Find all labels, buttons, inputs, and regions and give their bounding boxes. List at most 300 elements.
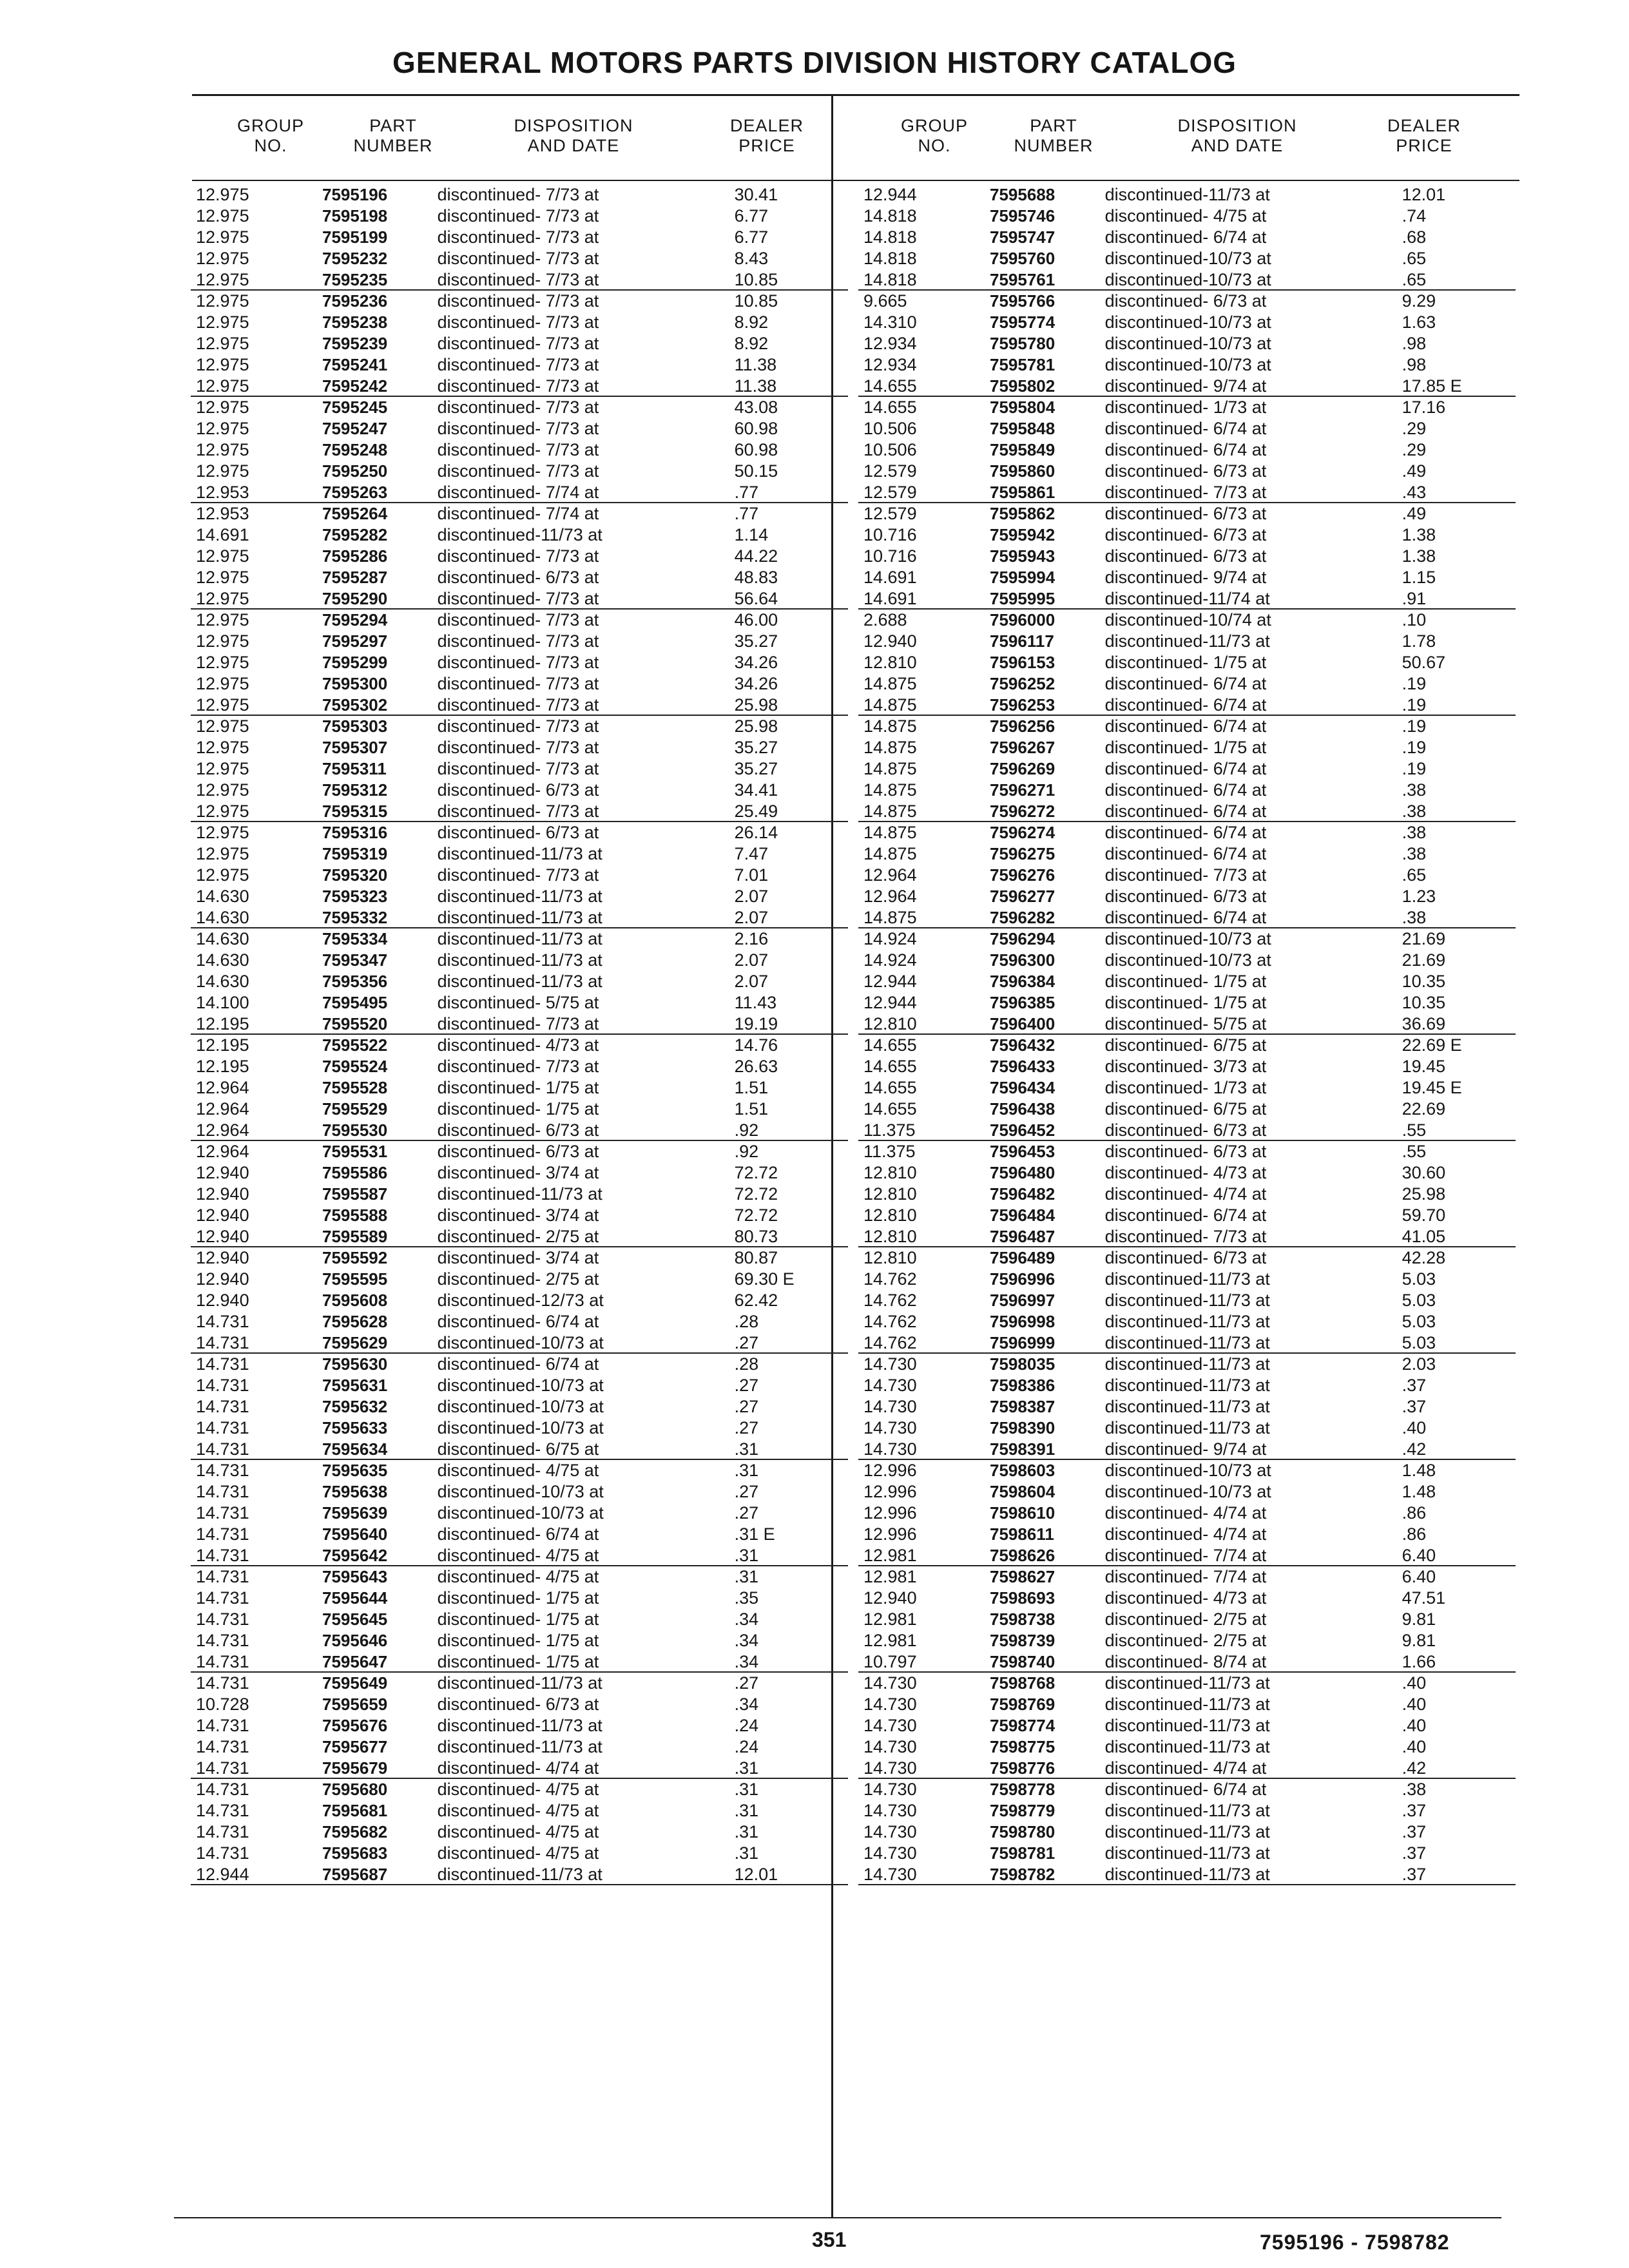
part-number: 7596253	[990, 695, 1055, 715]
dealer-price: 80.87	[734, 1248, 778, 1267]
disposition: discontinued- 6/73 at	[1104, 546, 1267, 566]
dealer-price: .28	[734, 1354, 759, 1374]
disposition: discontinued-10/73 at	[1104, 1482, 1271, 1501]
table-row	[191, 780, 848, 801]
dealer-price: .40	[1402, 1737, 1427, 1756]
part-number: 7595643	[322, 1567, 388, 1586]
part-number: 7595199	[322, 227, 388, 247]
group-no: 12.996	[863, 1524, 917, 1544]
group-no: 14.731	[196, 1461, 249, 1480]
disposition: discontinued- 6/74 at	[1104, 844, 1267, 863]
disposition: discontinued- 7/74 at	[1104, 1567, 1267, 1586]
dealer-price: .19	[1402, 695, 1427, 715]
disposition: discontinued- 1/75 at	[437, 1099, 599, 1119]
group-no: 12.940	[196, 1291, 249, 1310]
dealer-price: 41.05	[1402, 1227, 1446, 1246]
group-no: 12.940	[196, 1184, 249, 1204]
part-number: 7598780	[990, 1822, 1055, 1841]
dealer-price: .27	[734, 1397, 759, 1416]
group-no: 14.875	[863, 780, 917, 800]
part-number: 7598774	[990, 1716, 1055, 1735]
part-number: 7595631	[322, 1376, 388, 1395]
table-row	[858, 1673, 1516, 1694]
header-group-right-line1: GROUP	[900, 116, 968, 135]
disposition: discontinued-10/74 at	[1104, 610, 1271, 629]
group-no: 12.975	[196, 461, 249, 481]
dealer-price: 80.73	[734, 1227, 778, 1246]
part-number: 7595680	[322, 1780, 388, 1799]
row-group	[858, 184, 1516, 291]
group-no: 12.975	[196, 780, 249, 800]
dealer-price: 1.38	[1402, 546, 1436, 566]
dealer-price: 35.27	[734, 631, 778, 651]
group-no: 14.691	[196, 525, 249, 544]
table-row	[858, 376, 1516, 397]
table-row	[858, 1226, 1516, 1247]
dealer-price: .31	[734, 1843, 759, 1863]
part-number: 7595282	[322, 525, 388, 544]
disposition: discontinued- 6/74 at	[437, 1524, 599, 1544]
disposition: discontinued-11/73 at	[437, 950, 602, 970]
dealer-price: .74	[1402, 206, 1427, 226]
disposition: discontinued- 6/74 at	[1104, 908, 1267, 927]
table-row	[858, 1332, 1516, 1354]
group-no: 12.953	[196, 504, 249, 523]
row-group	[191, 184, 848, 291]
group-no: 12.975	[196, 610, 249, 629]
disposition: discontinued- 8/74 at	[1104, 1652, 1267, 1671]
part-number: 7595589	[322, 1227, 388, 1246]
disposition: discontinued- 4/74 at	[1104, 1503, 1267, 1523]
row-group	[858, 716, 1516, 822]
group-no: 12.810	[863, 1184, 917, 1204]
dealer-price: .49	[1402, 504, 1427, 523]
dealer-price: 47.51	[1402, 1588, 1446, 1608]
dealer-price: .19	[1402, 716, 1427, 736]
page-part-range: 7595196 - 7598782	[1260, 2231, 1450, 2254]
table-row	[191, 1609, 848, 1630]
group-no: 12.579	[863, 483, 917, 502]
table-row	[191, 354, 848, 376]
group-no: 11.375	[863, 1142, 916, 1161]
group-no: 12.975	[196, 759, 249, 778]
group-no: 14.924	[863, 950, 917, 970]
dealer-price: 48.83	[734, 568, 778, 587]
dealer-price: 2.03	[1402, 1354, 1436, 1374]
part-number: 7598386	[990, 1376, 1055, 1395]
disposition: discontinued- 6/73 at	[1104, 887, 1267, 906]
part-number: 7595530	[322, 1120, 388, 1140]
disposition: discontinued- 6/73 at	[1104, 1142, 1267, 1161]
group-no: 14.875	[863, 759, 917, 778]
part-number: 7595683	[322, 1843, 388, 1863]
disposition: discontinued-11/73 at	[1104, 1801, 1270, 1820]
group-no: 12.975	[196, 227, 249, 247]
dealer-price: 12.01	[734, 1865, 778, 1884]
part-number: 7598782	[990, 1865, 1055, 1884]
group-no: 12.975	[196, 185, 249, 204]
disposition: discontinued- 3/73 at	[1104, 1057, 1267, 1076]
table-row	[858, 1311, 1516, 1332]
table-row	[858, 354, 1516, 376]
disposition: discontinued-11/73 at	[1104, 1269, 1270, 1289]
group-no: 14.762	[863, 1312, 917, 1331]
disposition: discontinued-10/73 at	[1104, 929, 1271, 948]
disposition: discontinued- 2/75 at	[437, 1227, 599, 1246]
disposition: discontinued-10/73 at	[1104, 334, 1271, 353]
table-row	[191, 1566, 848, 1588]
dealer-price: .65	[1402, 270, 1427, 289]
disposition: discontinued-11/73 at	[1104, 1843, 1270, 1863]
group-no: 14.731	[196, 1780, 249, 1799]
group-no: 14.655	[863, 1057, 917, 1076]
disposition: discontinued- 7/73 at	[437, 674, 599, 693]
disposition: discontinued- 6/73 at	[1104, 525, 1267, 544]
disposition: discontinued- 9/74 at	[1104, 376, 1267, 396]
table-row	[858, 1035, 1516, 1056]
dealer-price: 19.45	[1402, 1057, 1446, 1076]
part-number: 7595804	[990, 398, 1055, 417]
part-number: 7595633	[322, 1418, 388, 1437]
group-no: 12.975	[196, 589, 249, 608]
disposition: discontinued- 6/74 at	[1104, 759, 1267, 778]
row-group	[858, 1141, 1516, 1247]
dealer-price: 30.41	[734, 185, 778, 204]
row-group	[191, 928, 848, 1035]
group-no: 14.731	[196, 1652, 249, 1671]
dealer-price: .35	[734, 1588, 759, 1608]
part-number: 7595196	[322, 185, 388, 204]
dealer-price: 34.26	[734, 653, 778, 672]
header-part	[335, 116, 451, 156]
dealer-price: .77	[734, 483, 759, 502]
part-number: 7595245	[322, 398, 388, 417]
row-group	[858, 610, 1516, 716]
dealer-price: 10.35	[1402, 993, 1446, 1012]
group-no: 14.731	[196, 1673, 249, 1693]
dealer-price: 12.01	[1402, 185, 1446, 204]
dealer-price: 1.14	[734, 525, 769, 544]
row-group	[191, 291, 848, 397]
dealer-price: 69.30 E	[734, 1269, 795, 1289]
dealer-price: .31	[734, 1567, 759, 1586]
table-row	[858, 737, 1516, 758]
disposition: discontinued- 7/73 at	[437, 631, 599, 651]
part-number: 7598776	[990, 1758, 1055, 1778]
part-number: 7595608	[322, 1291, 388, 1310]
group-no: 12.975	[196, 738, 249, 757]
table-row	[858, 1864, 1516, 1885]
disposition: discontinued- 6/73 at	[1104, 1120, 1267, 1140]
row-group	[191, 1566, 848, 1673]
group-no: 14.731	[196, 1546, 249, 1565]
dealer-price: 9.81	[1402, 1610, 1436, 1629]
group-no: 11.375	[863, 1120, 916, 1140]
part-number: 7598603	[990, 1461, 1055, 1480]
part-number: 7598781	[990, 1843, 1055, 1863]
group-no: 12.195	[196, 1035, 249, 1055]
disposition: discontinued- 7/73 at	[437, 716, 599, 736]
dealer-price: 2.07	[734, 972, 769, 991]
group-no: 12.964	[863, 865, 917, 885]
table-row	[858, 1396, 1516, 1418]
disposition: discontinued- 6/73 at	[1104, 504, 1267, 523]
disposition: discontinued- 7/73 at	[437, 291, 599, 311]
dealer-price: .92	[734, 1142, 759, 1161]
table-row	[191, 376, 848, 397]
part-number: 7596484	[990, 1206, 1055, 1225]
table-row	[191, 822, 848, 843]
part-number: 7595802	[990, 376, 1055, 396]
dealer-price: .31	[734, 1801, 759, 1820]
dealer-price: .37	[1402, 1801, 1427, 1820]
table-row	[191, 1481, 848, 1503]
group-no: 12.975	[196, 206, 249, 226]
group-no: 14.731	[196, 1312, 249, 1331]
disposition: discontinued-11/73 at	[437, 887, 602, 906]
row-group	[191, 397, 848, 503]
disposition: discontinued- 6/75 at	[437, 1439, 599, 1459]
part-number: 7596452	[990, 1120, 1055, 1140]
dealer-price: 35.27	[734, 738, 778, 757]
dealer-price: .98	[1402, 355, 1427, 374]
dealer-price: .19	[1402, 674, 1427, 693]
table-row	[191, 716, 848, 737]
group-no: 12.975	[196, 376, 249, 396]
dealer-price: 72.72	[734, 1163, 778, 1182]
dealer-price: .49	[1402, 461, 1427, 481]
disposition: discontinued- 3/74 at	[437, 1248, 599, 1267]
dealer-price: .38	[1402, 780, 1427, 800]
part-number: 7596282	[990, 908, 1055, 927]
part-number: 7595630	[322, 1354, 388, 1374]
dealer-price: .98	[1402, 334, 1427, 353]
table-row	[858, 843, 1516, 865]
dealer-price: 6.40	[1402, 1546, 1436, 1565]
group-no: 12.940	[196, 1269, 249, 1289]
disposition: discontinued- 7/74 at	[437, 504, 599, 523]
dealer-price: .31	[734, 1758, 759, 1778]
dealer-price: 1.23	[1402, 887, 1436, 906]
row-group	[191, 1779, 848, 1885]
group-no: 14.818	[863, 227, 917, 247]
disposition: discontinued- 9/74 at	[1104, 1439, 1267, 1459]
table-row	[191, 1503, 848, 1524]
disposition: discontinued-11/73 at	[1104, 1354, 1270, 1374]
part-number: 7595303	[322, 716, 388, 736]
group-no: 12.975	[196, 249, 249, 268]
disposition: discontinued-11/73 at	[1104, 1695, 1270, 1714]
part-number: 7595642	[322, 1546, 388, 1565]
table-row	[858, 206, 1516, 227]
header-disposition-right-line2: AND DATE	[1191, 136, 1284, 155]
dealer-price: 25.98	[734, 695, 778, 715]
disposition: discontinued-11/73 at	[437, 844, 602, 863]
dealer-price: 11.38	[734, 376, 777, 396]
group-no: 12.975	[196, 568, 249, 587]
row-group	[858, 1779, 1516, 1885]
disposition: discontinued- 1/75 at	[1104, 972, 1267, 991]
part-number: 7595316	[322, 823, 388, 842]
disposition: discontinued- 6/74 at	[1104, 440, 1267, 459]
part-number: 7595688	[990, 185, 1055, 204]
part-number: 7596480	[990, 1163, 1055, 1182]
group-no: 14.730	[863, 1758, 917, 1778]
table-row	[191, 269, 848, 291]
dealer-price: .29	[1402, 440, 1427, 459]
row-group	[191, 503, 848, 610]
part-number: 7595862	[990, 504, 1055, 523]
group-no: 12.975	[196, 546, 249, 566]
disposition: discontinued-12/73 at	[437, 1291, 604, 1310]
dealer-price: .34	[734, 1631, 759, 1650]
header-top-rule	[192, 94, 1519, 96]
part-number: 7598739	[990, 1631, 1055, 1650]
disposition: discontinued- 1/73 at	[1104, 1078, 1267, 1097]
header-price-right-line2: PRICE	[1396, 136, 1452, 155]
dealer-price: 6.40	[1402, 1567, 1436, 1586]
table-row	[191, 1821, 848, 1843]
part-number: 7595248	[322, 440, 388, 459]
header-group-right	[883, 116, 986, 156]
dealer-price: 43.08	[734, 398, 778, 417]
disposition: discontinued-10/73 at	[437, 1418, 604, 1437]
part-number: 7595242	[322, 376, 388, 396]
disposition: discontinued-11/74 at	[1104, 589, 1270, 608]
dealer-price: 1.48	[1402, 1461, 1436, 1480]
table-row	[191, 546, 848, 567]
disposition: discontinued- 7/73 at	[437, 802, 599, 821]
row-group	[191, 610, 848, 716]
group-no: 10.506	[863, 440, 917, 459]
dealer-price: 1.51	[734, 1078, 769, 1097]
part-number: 7595848	[990, 419, 1055, 438]
dealer-price: 2.07	[734, 887, 769, 906]
group-no: 10.797	[863, 1652, 917, 1671]
table-row	[858, 1354, 1516, 1375]
disposition: discontinued- 7/73 at	[437, 695, 599, 715]
group-no: 14.818	[863, 206, 917, 226]
part-number: 7598775	[990, 1737, 1055, 1756]
disposition: discontinued- 7/73 at	[437, 334, 599, 353]
dealer-price: .31	[734, 1546, 759, 1565]
disposition: discontinued- 4/75 at	[437, 1567, 599, 1586]
part-number: 7595942	[990, 525, 1055, 544]
group-no: 12.975	[196, 802, 249, 821]
table-row	[858, 1077, 1516, 1099]
group-no: 14.875	[863, 738, 917, 757]
disposition: discontinued- 7/73 at	[437, 355, 599, 374]
table-row	[191, 524, 848, 546]
table-row	[858, 992, 1516, 1014]
dealer-price: .77	[734, 504, 759, 523]
part-number: 7595639	[322, 1503, 388, 1523]
table-row	[858, 1545, 1516, 1566]
part-number: 7596275	[990, 844, 1055, 863]
part-number: 7596276	[990, 865, 1055, 885]
dealer-price: 26.14	[734, 823, 778, 842]
disposition: discontinued- 6/74 at	[1104, 1780, 1267, 1799]
part-number: 7595294	[322, 610, 388, 629]
table-row	[191, 184, 848, 206]
table-row	[858, 1184, 1516, 1205]
table-row	[858, 546, 1516, 567]
part-number: 7596482	[990, 1184, 1055, 1204]
dealer-price: 1.78	[1402, 631, 1436, 651]
group-no: 14.731	[196, 1588, 249, 1608]
group-no: 12.940	[196, 1227, 249, 1246]
part-number: 7595682	[322, 1822, 388, 1841]
group-no: 12.964	[196, 1078, 249, 1097]
table-row	[191, 737, 848, 758]
row-group	[191, 1035, 848, 1141]
part-number: 7596271	[990, 780, 1055, 800]
part-number: 7595638	[322, 1482, 388, 1501]
table-row	[858, 418, 1516, 439]
part-number: 7595659	[322, 1695, 388, 1714]
row-group	[191, 1354, 848, 1460]
dealer-price: .31	[734, 1822, 759, 1841]
table-row	[191, 1226, 848, 1247]
header-part-right-line2: NUMBER	[1014, 136, 1094, 155]
dealer-price: .55	[1402, 1142, 1427, 1161]
part-number: 7598779	[990, 1801, 1055, 1820]
part-number: 7596252	[990, 674, 1055, 693]
part-number: 7595640	[322, 1524, 388, 1544]
part-number: 7595849	[990, 440, 1055, 459]
group-no: 12.996	[863, 1482, 917, 1501]
part-number: 7595241	[322, 355, 388, 374]
dealer-price: 10.35	[1402, 972, 1446, 991]
group-no: 12.810	[863, 653, 917, 672]
group-no: 14.818	[863, 249, 917, 268]
group-no: 14.730	[863, 1865, 917, 1884]
disposition: discontinued-11/73 at	[437, 972, 602, 991]
part-number: 7595647	[322, 1652, 388, 1671]
header-group-line2: NO.	[254, 136, 287, 155]
group-no: 12.975	[196, 312, 249, 332]
table-row	[858, 1843, 1516, 1864]
table-row	[858, 1460, 1516, 1481]
table-row	[858, 439, 1516, 461]
table-row	[191, 1077, 848, 1099]
group-no: 14.730	[863, 1737, 917, 1756]
table-row	[191, 1354, 848, 1375]
disposition: discontinued- 6/73 at	[1104, 291, 1267, 311]
part-number: 7596384	[990, 972, 1055, 991]
group-no: 14.731	[196, 1439, 249, 1459]
part-number: 7595286	[322, 546, 388, 566]
group-no: 14.731	[196, 1524, 249, 1544]
group-no: 10.716	[863, 525, 917, 544]
part-number: 7598611	[990, 1524, 1054, 1544]
part-number: 7595239	[322, 334, 388, 353]
part-number: 7598610	[990, 1503, 1055, 1523]
dealer-price: 8.92	[734, 312, 769, 332]
part-number: 7595687	[322, 1865, 388, 1884]
dealer-price: 60.98	[734, 419, 778, 438]
part-number: 7595524	[322, 1057, 388, 1076]
group-no: 12.953	[196, 483, 249, 502]
dealer-price: 6.77	[734, 206, 769, 226]
dealer-price: 22.69 E	[1402, 1035, 1462, 1055]
disposition: discontinued- 6/73 at	[437, 823, 599, 842]
table-row	[191, 567, 848, 588]
disposition: discontinued-11/73 at	[1104, 1418, 1270, 1437]
group-no: 14.875	[863, 695, 917, 715]
table-row	[191, 1396, 848, 1418]
disposition: discontinued- 4/74 at	[1104, 1184, 1267, 1204]
